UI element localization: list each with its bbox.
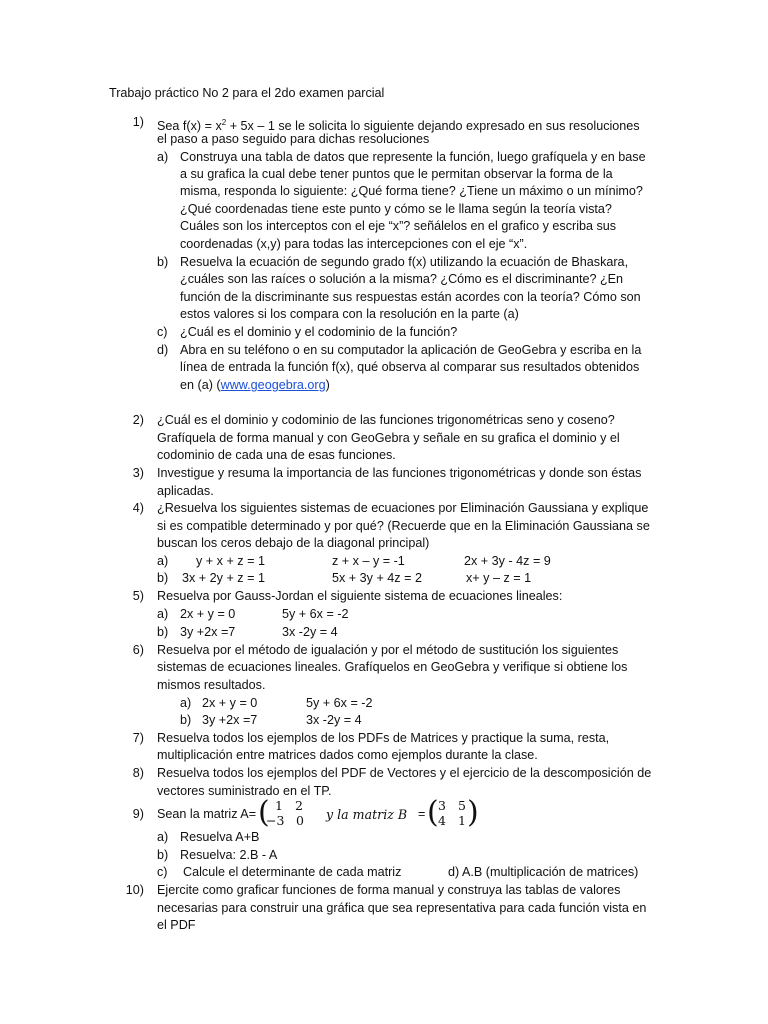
q9a-text: Resuelva A+B [180, 830, 260, 844]
matrix-b-cell: 5 [458, 798, 466, 813]
q6b-eq1: 3y +2x =7 [202, 713, 258, 727]
q9-mid-text: y la matriz B [326, 807, 408, 822]
q4a-label: a) [157, 554, 169, 568]
q2-line: Grafíquela de forma manual y con GeoGebra y señale en su grafica el dominio y el [157, 431, 620, 445]
q1a-line: ¿Qué coordenadas tiene este punto y cómo se le llama según la teoría vista? [180, 202, 612, 216]
q1b-line: función de la discriminante sus respuestas están acordes con la teoría? Cómo son [180, 290, 641, 304]
q1-line1-post: + 5x – 1 se le solicita lo siguiente dejando expresado en sus resoluciones [226, 119, 640, 134]
matrix-b-cell: 1 [458, 813, 466, 828]
q9b-text: Resuelva: 2.B - A [180, 848, 278, 862]
q1-number: 1) [132, 115, 144, 129]
matrix-a-left-paren: ( [258, 795, 270, 830]
q7-number: 7) [132, 731, 144, 745]
q10-number: 10) [125, 883, 144, 897]
q1d-line3-pre: en (a) ( [180, 378, 221, 392]
matrix-b-left-paren: ( [427, 795, 439, 830]
q1b-line: estos valores si los compara con la resolución en la parte (a) [180, 307, 519, 321]
q10-line: Ejercite como graficar funciones de forma manual y construya las tablas de valores [157, 883, 621, 897]
q9d-text: d) A.B (multiplicación de matrices) [448, 865, 639, 879]
q5-number: 5) [132, 589, 144, 603]
q8-number: 8) [132, 766, 144, 780]
q4-line: ¿Resuelva los siguientes sistemas de ecuaciones por Eliminación Gaussiana y explique [157, 501, 649, 515]
q6a-label: a) [180, 696, 192, 710]
q5a-label: a) [157, 607, 169, 621]
q1d-label: d) [157, 343, 169, 357]
q8-line: Resuelva todos los ejemplos del PDF de Vectores y el ejercicio de la descomposición de [157, 766, 652, 780]
matrix-a-cell: 0 [296, 813, 304, 828]
q9c-text: Calcule el determinante de cada matriz [183, 865, 402, 879]
q5a-eq2: 5y + 6x = -2 [282, 607, 349, 621]
q4a-eq1: y + x + z = 1 [196, 554, 265, 568]
q3-number: 3) [132, 466, 144, 480]
matrix-a-cell: 1 [275, 798, 283, 813]
q9a-label: a) [157, 830, 169, 844]
q5-line: Resuelva por Gauss-Jordan el siguiente sistema de ecuaciones lineales: [157, 589, 563, 603]
q1b-label: b) [157, 255, 169, 269]
q3-line: Investigue y resuma la importancia de las funciones trigonométricas y donde son éstas [157, 466, 642, 480]
q4-line: buscan los ceros debajo de la diagonal principal) [157, 536, 430, 550]
q7-line: multiplicación entre matrices dados como ejemplos durante la clase. [157, 748, 538, 762]
q9c-label: c) [157, 865, 168, 879]
q4a-eq3: 2x + 3y - 4z = 9 [464, 554, 551, 568]
matrix-b-cell: 3 [438, 798, 446, 813]
q4b-eq2: 5x + 3y + 4z = 2 [332, 571, 422, 585]
q1-line1-pre: Sea f(x) = x [157, 119, 222, 134]
q6a-eq1: 2x + y = 0 [202, 696, 258, 710]
q1a-line: a su grafica la cual debe tener puntos que le permitan observar la forma de la [180, 167, 613, 181]
q6b-eq2: 3x -2y = 4 [306, 713, 362, 727]
matrix-a-cell: −3 [266, 813, 285, 828]
q2-line: codominio de cada una de esas funciones. [157, 448, 396, 462]
q5b-eq1: 3y +2x =7 [180, 625, 236, 639]
q1d-line-1: Abra en su teléfono o en su computador la aplicación de GeoGebra y escriba en la [180, 343, 642, 357]
q9-prefix: Sean la matriz A= [157, 807, 257, 821]
geogebra-link[interactable]: www.geogebra.org [220, 378, 326, 392]
matrix-b-cell: 4 [438, 813, 446, 828]
q1-line-2: el paso a paso seguido para dichas resoluciones [157, 132, 430, 146]
q5b-label: b) [157, 625, 169, 639]
q4b-eq3: x+ y – z = 1 [466, 571, 532, 585]
q1a-line: Construya una tabla de datos que represente la función, luego grafíquela y en base [180, 150, 646, 164]
q10-line: necesarias para construir una gráfica que sea representativa para cada función vista en [157, 901, 647, 915]
q9-number: 9) [132, 807, 144, 821]
q1-exponent: 2 [221, 118, 227, 127]
q4-line: si es compatible determinado y por qué? (Recuerde que en la Eliminación Gaussiana se [157, 519, 650, 533]
q4-number: 4) [132, 501, 144, 515]
q6a-eq2: 5y + 6x = -2 [306, 696, 373, 710]
q10-line: el PDF [157, 918, 196, 932]
q1c-label: c) [157, 325, 168, 339]
matrix-b-right-paren: ) [467, 795, 479, 830]
q2-number: 2) [132, 413, 144, 427]
q6-line: mismos resultados. [157, 678, 266, 692]
q9b-label: b) [157, 848, 169, 862]
q3-line: aplicadas. [157, 484, 214, 498]
q6b-label: b) [180, 713, 192, 727]
q2-line: ¿Cuál es el dominio y codominio de las funciones trigonométricas seno y coseno? [157, 413, 615, 427]
matrix-a-cell: 2 [295, 798, 303, 813]
q1b-line: Resuelva la ecuación de segundo grado f(x) utilizando la ecuación de Bhaskara, [180, 255, 629, 269]
q4b-label: b) [157, 571, 169, 585]
q6-number: 6) [132, 643, 144, 657]
document-title: Trabajo práctico No 2 para el 2do examen parcial [109, 86, 385, 100]
q1a-line: coordenadas (x,y) para todas las intercepciones con el eje “x”. [180, 237, 528, 251]
q1a-label: a) [157, 150, 169, 164]
q1c-text: ¿Cuál es el dominio y el codominio de la función? [180, 325, 458, 339]
q5b-eq2: 3x -2y = 4 [282, 625, 338, 639]
q4b-eq1: 3x + 2y + z = 1 [182, 571, 265, 585]
q1a-line: Cuáles son los interceptos con el eje “x”? señálelos en el grafico y escriba sus [180, 219, 617, 233]
q1d-line-2: línea de entrada la función f(x), qué observa al comparar sus resultados obtenidos [180, 360, 640, 374]
q1b-line: ¿cuáles son las raíces o solución a la misma? ¿Cómo es el discriminante? ¿En [180, 272, 624, 286]
q1d-line3-post: ) [325, 378, 330, 392]
matrix-a [258, 797, 308, 831]
q1a-line: misma, responda lo siguiente: ¿Qué forma tiene? ¿Tiene un máximo o un mínimo? [180, 184, 643, 198]
q7-line: Resuelva todos los ejemplos de los PDFs de Matrices y practique la suma, resta, [157, 731, 610, 745]
q1d-line-3 [180, 377, 330, 394]
q6-line: Resuelva por el método de igualación y por el método de sustitución los siguientes [157, 643, 619, 657]
q4a-eq2: z + x – y = -1 [332, 554, 405, 568]
q6-line: sistemas de ecuaciones lineales. Grafíquelos en GeoGebra y verifique si obtiene los [157, 660, 628, 674]
q8-line: vectores suministrado en el TP. [157, 784, 332, 798]
q9-equals: = [418, 807, 426, 821]
q5a-eq1: 2x + y = 0 [180, 607, 236, 621]
matrix-b [427, 797, 477, 831]
